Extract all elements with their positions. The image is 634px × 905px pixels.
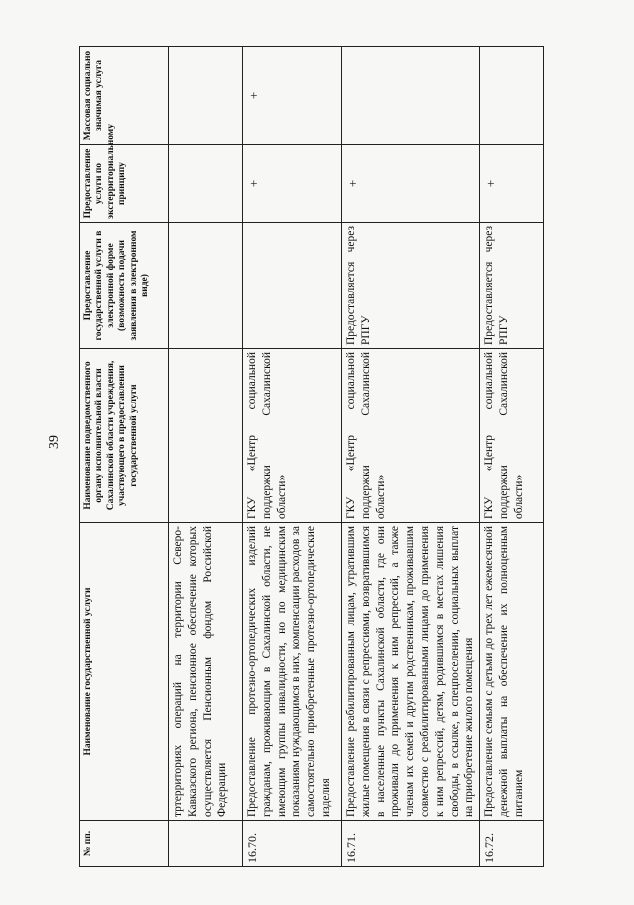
- rotated-page-content: [79, 47, 599, 867]
- table-row: [480, 47, 544, 867]
- row-extraterritorial: +: [342, 145, 480, 223]
- row-mass: [169, 47, 243, 145]
- table-header-row: [80, 47, 169, 867]
- row-extraterritorial: +: [480, 145, 544, 223]
- table-row: [243, 47, 342, 867]
- row-electronic: Предоставляется через РПГУ: [480, 223, 544, 349]
- header-agency: Наименование подведомственного органу исполнительной власти Сахалинской области учреждения, участвующего в предоставлении государственной услуги: [80, 349, 169, 523]
- header-mass: Массовая социально значимая услуга: [80, 47, 169, 145]
- row-mass: [342, 47, 480, 145]
- row-agency: ГКУ «Центр социальной поддержки Сахалинской области»: [480, 349, 544, 523]
- row-extraterritorial: [169, 145, 243, 223]
- row-extraterritorial: +: [243, 145, 342, 223]
- row-service: Предоставление реабилитированным лицам, утратившим жилые помещения в связи с репрессиями, возвратившимся в населенные пункты Сахалинской области, где они проживали до применения к ним репрессий, а также членам их семей и другим родственникам, проживавшим совместно с реабилитированными лицами до применения к ним репрессий, детям, родившимся в местах лишения свободы, в ссылке, в спецпоселении, социальных выплат на приобретение жилого помещения: [342, 523, 480, 821]
- row-electronic: Предоставляется через РПГУ: [342, 223, 480, 349]
- table-row: [342, 47, 480, 867]
- table-row: [169, 47, 243, 867]
- row-mass: +: [243, 47, 342, 145]
- header-extraterritorial: Предоставление услуги по экстерриториальному принципу: [80, 145, 169, 223]
- header-service: Наименование государственной услуги: [80, 523, 169, 821]
- row-service: Предоставление семьям с детьми до трех лет ежемесячной денежной выплаты на обеспечение их полноценным питанием: [480, 523, 544, 821]
- row-num: 16.71.: [342, 821, 480, 867]
- row-num: 16.72.: [480, 821, 544, 867]
- header-num: № пп.: [80, 821, 169, 867]
- row-agency: [169, 349, 243, 523]
- row-agency: ГКУ «Центр социальной поддержки Сахалинской области»: [243, 349, 342, 523]
- row-mass: [480, 47, 544, 145]
- row-service: тртерриториях операций на территории Северо-Кавказского региона, пенсионное обеспечение которых осуществляется Пенсионным фондом Российской Федерации: [169, 523, 243, 821]
- row-num: 16.70.: [243, 821, 342, 867]
- services-table: [79, 46, 544, 867]
- page-number: 39: [47, 435, 62, 449]
- row-electronic: [169, 223, 243, 349]
- row-num: [169, 821, 243, 867]
- header-electronic: Предоставление государственной услуги в электронной форме (возможность подачи заявления в электронном виде): [80, 223, 169, 349]
- row-service: Предоставление протезно-ортопедических изделий гражданам, проживающим в Сахалинской области, не имеющим группы инвалидности, но по медицинским показаниям нуждающимся в них, компенсации расходов за самостоятельно приобретенные протезно-ортопедические изделия: [243, 523, 342, 821]
- row-agency: ГКУ «Центр социальной поддержки Сахалинской области»: [342, 349, 480, 523]
- row-electronic: [243, 223, 342, 349]
